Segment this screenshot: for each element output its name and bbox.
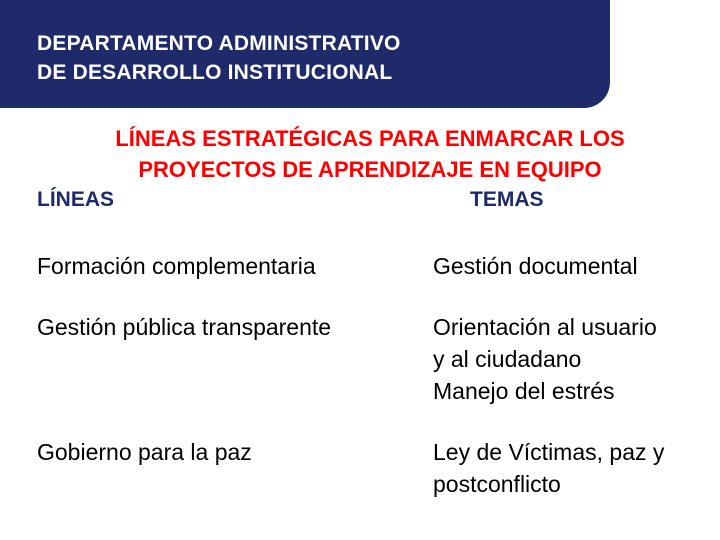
linea-cell: Gobierno para la paz (37, 439, 252, 465)
tema-line: Ley de Víctimas, paz y (433, 439, 665, 465)
linea-cell: Gestión pública transparente (37, 314, 332, 340)
department-title (37, 29, 401, 87)
tema-cell (433, 250, 638, 282)
column-header-temas: TEMAS (470, 188, 544, 211)
department-title-line-1: DEPARTAMENTO ADMINISTRATIVO (37, 32, 401, 55)
tema-cell (433, 436, 664, 500)
department-title-line-2: DE DESARROLLO INSTITUCIONAL (37, 61, 393, 84)
linea-cell: Formación complementaria (37, 253, 316, 279)
tema-line: Orientación al usuario (433, 314, 657, 340)
tema-line: Manejo del estrés (433, 378, 615, 404)
tema-line: y al ciudadano (433, 346, 582, 372)
subtitle-line-1: LÍNEAS ESTRATÉGICAS PARA ENMARCAR LOS (115, 126, 625, 151)
subtitle-line-2: PROYECTOS DE APRENDIZAJE EN EQUIPO (138, 157, 602, 182)
header-banner (0, 0, 610, 108)
tema-line: postconflicto (433, 471, 561, 497)
tema-line: Gestión documental (433, 253, 638, 279)
tema-cell (433, 311, 657, 407)
column-header-lineas: LÍNEAS (37, 188, 115, 211)
slide-subtitle (0, 123, 720, 185)
